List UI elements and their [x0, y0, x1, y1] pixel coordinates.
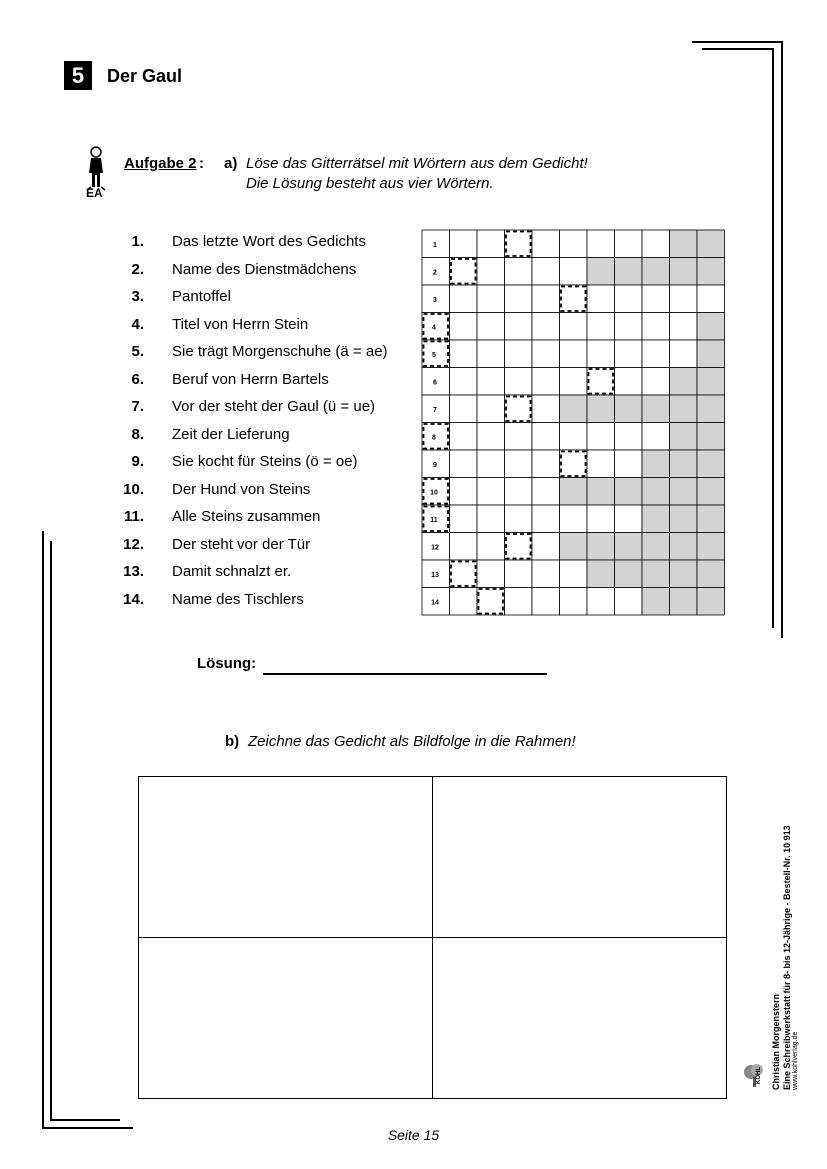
grid-cell-blocked [615, 533, 643, 561]
grid-cell[interactable] [532, 340, 560, 368]
grid-cell-blocked [697, 423, 725, 451]
grid-cell[interactable] [505, 588, 533, 616]
grid-cell[interactable] [450, 478, 478, 506]
grid-cell-blocked [697, 340, 725, 368]
grid-cell[interactable] [477, 505, 505, 533]
grid-cell[interactable] [560, 285, 588, 313]
drawing-frame-2[interactable] [433, 777, 726, 938]
grid-cell[interactable] [505, 258, 533, 286]
grid-cell[interactable] [615, 313, 643, 341]
grid-cell-blocked [670, 368, 698, 396]
clue-number: 6. [131, 371, 144, 388]
grid-cell[interactable] [532, 285, 560, 313]
grid-cell[interactable] [505, 230, 533, 258]
grid-cell[interactable] [615, 340, 643, 368]
publisher-author: Christian Morgenstern [771, 993, 781, 1090]
task-label: Aufgabe 2 [124, 155, 197, 172]
grid-cell-blocked [697, 533, 725, 561]
grid-cell-blocked [615, 395, 643, 423]
grid-cell-blocked [615, 258, 643, 286]
grid-row-number: 6 [433, 379, 437, 387]
grid-cell[interactable] [477, 533, 505, 561]
clue-number: 13. [123, 563, 144, 580]
grid-cell[interactable] [532, 395, 560, 423]
drawing-frame-3[interactable] [139, 938, 433, 1098]
grid-cell-blocked [697, 450, 725, 478]
grid-cell[interactable] [505, 285, 533, 313]
grid-cell[interactable] [532, 450, 560, 478]
grid-cell[interactable] [587, 450, 615, 478]
grid-cell-blocked [670, 230, 698, 258]
grid-cell[interactable] [642, 368, 670, 396]
crossword-grid [421, 229, 725, 616]
grid-cell[interactable] [642, 230, 670, 258]
grid-cell-blocked [560, 478, 588, 506]
grid-cell[interactable] [587, 230, 615, 258]
grid-cell-blocked [587, 258, 615, 286]
clue-text: Damit schnalzt er. [172, 563, 292, 580]
grid-cell[interactable] [532, 505, 560, 533]
grid-row-number: 7 [433, 407, 437, 414]
chapter-title: Der Gaul [107, 66, 183, 86]
clue-text: Sie trägt Morgenschuhe (ä = ae) [172, 343, 388, 360]
grid-cell[interactable] [450, 505, 478, 533]
grid-cell[interactable] [477, 285, 505, 313]
grid-cell[interactable] [505, 395, 533, 423]
grid-row-number: 12 [431, 544, 439, 552]
grid-cell[interactable] [532, 560, 560, 588]
grid-cell[interactable] [532, 478, 560, 506]
grid-row-number: 3 [433, 297, 437, 304]
grid-cell[interactable] [532, 533, 560, 561]
grid-row-number: 8 [432, 434, 436, 442]
grid-cell-blocked [587, 533, 615, 561]
publisher-logo-text: KOHL [756, 1067, 762, 1084]
grid-cell[interactable] [642, 313, 670, 341]
grid-cell[interactable] [560, 313, 588, 341]
grid-cell[interactable] [670, 285, 698, 313]
grid-cell[interactable] [505, 423, 533, 451]
clue-number: 4. [131, 316, 144, 333]
grid-cell[interactable] [477, 588, 505, 616]
grid-cell[interactable] [450, 258, 478, 286]
grid-cell[interactable] [477, 478, 505, 506]
clue-number: 1. [131, 233, 144, 250]
grid-row-number: 9 [433, 462, 437, 469]
clue-text: Pantoffel [172, 288, 231, 305]
part-a-instruction-line1: Löse das Gitterrätsel mit Wörtern aus dem Gedicht! [246, 155, 588, 172]
grid-cell[interactable] [587, 285, 615, 313]
grid-cell[interactable] [505, 560, 533, 588]
drawing-frame-4[interactable] [433, 938, 726, 1098]
grid-cell-blocked [642, 395, 670, 423]
grid-cell[interactable] [560, 368, 588, 396]
grid-row-number: 11 [430, 517, 438, 524]
grid-cell[interactable] [477, 313, 505, 341]
task-colon: : [199, 155, 204, 172]
clue-text: Vor der steht der Gaul (ü = ue) [172, 398, 376, 415]
clue-number: 10. [123, 481, 144, 498]
frame-line-bottom-left-inner [50, 1119, 120, 1121]
grid-cell[interactable] [615, 423, 643, 451]
grid-cell[interactable] [505, 340, 533, 368]
grid-cell-blocked [697, 560, 725, 588]
clue-number: 7. [131, 398, 144, 415]
grid-cell-blocked [670, 395, 698, 423]
grid-cell[interactable] [450, 340, 478, 368]
grid-cell[interactable] [477, 423, 505, 451]
grid-cell[interactable] [477, 450, 505, 478]
grid-cell[interactable] [587, 368, 615, 396]
grid-cell[interactable] [477, 258, 505, 286]
grid-cell-blocked [642, 533, 670, 561]
grid-cell[interactable] [532, 230, 560, 258]
grid-cell-blocked [615, 478, 643, 506]
grid-cell-blocked [697, 478, 725, 506]
clue-number: 5. [131, 343, 144, 360]
grid-cell-blocked [642, 560, 670, 588]
grid-cell-blocked [697, 395, 725, 423]
clue-text: Sie kocht für Steins (ö = oe) [172, 453, 358, 470]
solution-label: Lösung: [197, 655, 257, 672]
grid-cell[interactable] [587, 313, 615, 341]
clue-text: Der Hund von Steins [172, 481, 311, 498]
grid-cell[interactable] [560, 340, 588, 368]
grid-cell[interactable] [615, 285, 643, 313]
part-a-label: a) [224, 155, 238, 172]
publisher-url[interactable]: www.kohlverlag.de [792, 1031, 799, 1090]
grid-cell-blocked [670, 533, 698, 561]
grid-cell-blocked [670, 258, 698, 286]
grid-cell[interactable] [532, 313, 560, 341]
grid-cell-blocked [670, 478, 698, 506]
grid-cell[interactable] [477, 395, 505, 423]
grid-cell[interactable] [615, 368, 643, 396]
grid-cell-blocked [670, 450, 698, 478]
grid-cell[interactable] [450, 423, 478, 451]
grid-cell[interactable] [477, 368, 505, 396]
frame-line-top-right [692, 41, 783, 43]
grid-row-number: 2 [433, 269, 437, 277]
frame-line-top-right-inner [702, 48, 774, 50]
grid-row-number: 10 [430, 489, 438, 497]
frame-line-right-inner [772, 48, 774, 628]
grid-cell[interactable] [615, 505, 643, 533]
grid-cell-blocked [697, 588, 725, 616]
clue-text: Beruf von Herrn Bartels [172, 371, 329, 388]
grid-cell[interactable] [560, 230, 588, 258]
part-a-instruction-line2: Die Lösung besteht aus vier Wörtern. [246, 175, 494, 192]
grid-cell[interactable] [642, 285, 670, 313]
grid-cell[interactable] [587, 505, 615, 533]
grid-cell[interactable] [642, 423, 670, 451]
grid-cell[interactable] [450, 313, 478, 341]
clue-text: Das letzte Wort des Gedichts [172, 233, 366, 250]
clue-number: 9. [131, 453, 144, 470]
grid-cell[interactable] [450, 588, 478, 616]
publisher-series: Eine Schreibwerkstatt für 8- bis 12-Jährige - Bestell-Nr. 10 913 [782, 825, 792, 1090]
grid-cell[interactable] [450, 230, 478, 258]
solution-answer-line[interactable] [263, 673, 547, 675]
page-number: Seite 15 [387, 1127, 440, 1143]
grid-cell[interactable] [505, 368, 533, 396]
grid-cell-blocked [642, 258, 670, 286]
clue-text: Name des Dienstmädchens [172, 261, 357, 278]
grid-cell-blocked [697, 368, 725, 396]
frame-line-right-outer [781, 41, 783, 638]
grid-cell[interactable] [532, 368, 560, 396]
grid-cell-blocked [697, 505, 725, 533]
grid-cell-blocked [670, 560, 698, 588]
grid-cell-blocked [615, 560, 643, 588]
grid-cell[interactable] [560, 560, 588, 588]
grid-cell[interactable] [560, 450, 588, 478]
grid-cell[interactable] [450, 395, 478, 423]
grid-cell[interactable] [697, 285, 725, 313]
grid-cell-blocked [642, 450, 670, 478]
grid-cell-blocked [697, 230, 725, 258]
grid-cell[interactable] [477, 230, 505, 258]
grid-cell[interactable] [477, 340, 505, 368]
grid-cell[interactable] [587, 340, 615, 368]
grid-cell-blocked [697, 258, 725, 286]
publisher-info [771, 825, 793, 1090]
grid-cell[interactable] [505, 505, 533, 533]
grid-cell[interactable] [505, 478, 533, 506]
grid-cell-blocked [560, 533, 588, 561]
tree-logo-icon [742, 1062, 768, 1088]
grid-row-number: 5 [432, 352, 436, 359]
grid-cell[interactable] [670, 340, 698, 368]
grid-cell[interactable] [450, 533, 478, 561]
grid-cell[interactable] [505, 533, 533, 561]
grid-cell[interactable] [450, 560, 478, 588]
part-b-label: b) [225, 733, 240, 750]
grid-cell-blocked [587, 478, 615, 506]
clue-number: 12. [123, 536, 144, 553]
grid-cell[interactable] [587, 423, 615, 451]
clue-number: 8. [131, 426, 144, 443]
grid-cell[interactable] [450, 450, 478, 478]
grid-row-number: 4 [432, 324, 436, 332]
clue-number: 11. [123, 508, 144, 525]
grid-cell[interactable] [615, 230, 643, 258]
chapter-number-badge: 5 [64, 61, 92, 90]
grid-cell[interactable] [587, 588, 615, 616]
grid-cell-blocked [642, 478, 670, 506]
grid-cell-blocked [642, 588, 670, 616]
grid-cell-blocked [670, 588, 698, 616]
grid-cell[interactable] [615, 450, 643, 478]
grid-row-number: 1 [433, 242, 437, 249]
grid-cell[interactable] [532, 588, 560, 616]
grid-cell[interactable] [560, 505, 588, 533]
clue-number: 14. [123, 591, 144, 608]
frame-line-left-inner [50, 541, 52, 1121]
grid-cell[interactable] [505, 450, 533, 478]
clue-text: Alle Steins zusammen [172, 508, 321, 525]
grid-cell-blocked [670, 423, 698, 451]
clue-number: 2. [131, 261, 144, 278]
drawing-frame-1[interactable] [139, 777, 433, 938]
grid-cell[interactable] [615, 588, 643, 616]
grid-cell[interactable] [450, 285, 478, 313]
clue-text: Name des Tischlers [172, 591, 304, 608]
grid-cell[interactable] [560, 258, 588, 286]
grid-cell[interactable] [532, 423, 560, 451]
clue-text: Zeit der Lieferung [172, 426, 290, 443]
grid-cell-blocked [642, 505, 670, 533]
drawing-frames [138, 776, 727, 1099]
frame-line-left-outer [42, 531, 44, 1129]
grid-cell[interactable] [560, 588, 588, 616]
grid-cell-blocked [670, 505, 698, 533]
grid-cell[interactable] [532, 258, 560, 286]
part-b-instruction: Zeichne das Gedicht als Bildfolge in die Rahmen! [248, 733, 576, 750]
grid-cell[interactable] [450, 368, 478, 396]
grid-cell[interactable] [477, 560, 505, 588]
grid-cell-blocked [697, 313, 725, 341]
grid-cell-blocked [587, 560, 615, 588]
grid-cell[interactable] [560, 423, 588, 451]
clue-text: Titel von Herrn Stein [172, 316, 309, 333]
grid-cell-blocked [587, 395, 615, 423]
grid-cell[interactable] [642, 340, 670, 368]
task-icon-label: EA [86, 186, 103, 200]
grid-row-number: 14 [431, 599, 439, 607]
grid-row-number: 13 [431, 572, 439, 579]
clue-number: 3. [131, 288, 144, 305]
clue-text: Der steht vor der Tür [172, 536, 311, 553]
grid-cell[interactable] [670, 313, 698, 341]
grid-cell[interactable] [505, 313, 533, 341]
grid-cell-blocked [560, 395, 588, 423]
